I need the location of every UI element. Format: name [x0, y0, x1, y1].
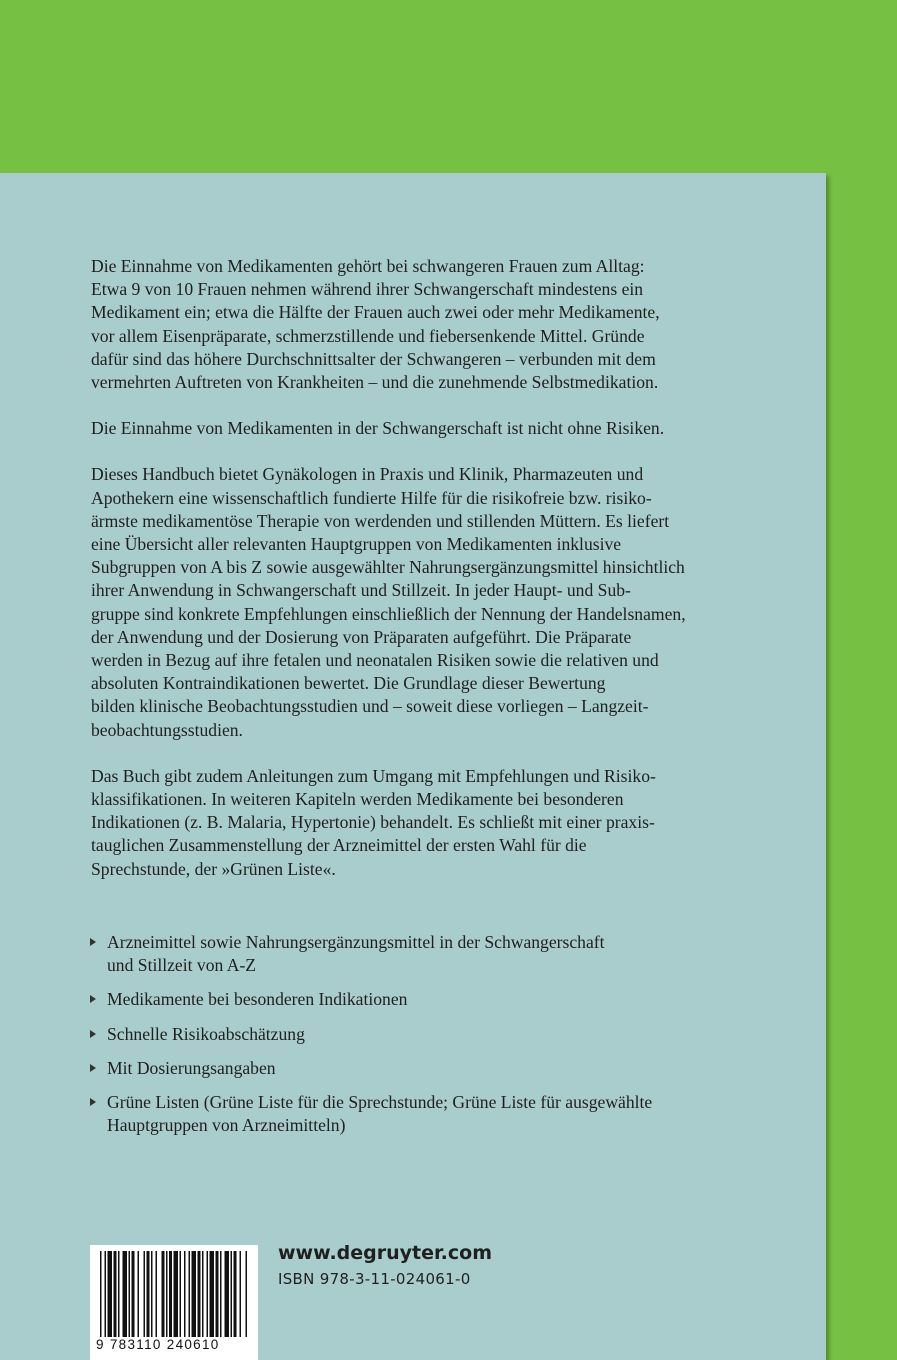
list-item: [89, 1091, 789, 1137]
text-line: dafür sind das höhere Durchschnittsalter der Schwangeren – verbunden mit dem: [91, 348, 656, 369]
barcode-bar: [162, 1251, 165, 1337]
triangle-bullet-icon: [90, 1064, 96, 1072]
barcode-bar: [118, 1251, 120, 1337]
list-item: [89, 931, 789, 977]
barcode-bar: [138, 1251, 140, 1337]
barcode-bar: [174, 1251, 179, 1337]
barcode-bar: [105, 1251, 107, 1337]
text-line: Indikationen (z. B. Malaria, Hypertonie) behandelt. Es schließt mit einer praxis-: [91, 812, 655, 833]
barcode-bar: [132, 1251, 135, 1337]
list-item-line: und Stillzeit von A-Z: [107, 955, 257, 976]
list-item: [89, 1057, 789, 1080]
barcode-bar: [234, 1251, 237, 1337]
barcode-bar: [129, 1251, 131, 1337]
text-line: gruppe sind konkrete Empfehlungen einschließlich der Nennung der Handelsnamen,: [91, 603, 686, 624]
list-item: [89, 1023, 789, 1046]
barcode-bar: [156, 1251, 158, 1337]
barcode-bar: [216, 1251, 219, 1337]
barcode-bar: [100, 1251, 102, 1337]
barcode-bar: [220, 1251, 222, 1337]
isbn-number: ISBN 978-3-11-024061-0: [278, 1270, 471, 1288]
barcode-bar: [184, 1251, 186, 1337]
list-item-line: Schnelle Risikoabschätzung: [107, 1023, 305, 1044]
text-line: tauglichen Zusammenstellung der Arzneimittel der ersten Wahl für die: [91, 835, 587, 856]
barcode-bar: [189, 1251, 191, 1337]
text-line: Das Buch gibt zudem Anleitungen zum Umgang mit Empfehlungen und Risiko-: [91, 765, 656, 786]
barcode-bar: [108, 1251, 113, 1337]
barcode-bar: [225, 1251, 230, 1337]
list-item-line: Arzneimittel sowie Nahrungsergänzungsmittel in der Schwangerschaft: [107, 932, 605, 952]
list-item-line: Grüne Listen (Grüne Liste für die Sprechstunde; Grüne Liste für ausgewählte: [107, 1092, 653, 1113]
barcode-bar: [198, 1251, 201, 1337]
triangle-bullet-icon: [90, 1098, 96, 1106]
text-line: Die Einnahme von Medikamenten gehört bei schwangeren Frauen zum Alltag:: [91, 256, 645, 276]
paragraph-intro: [91, 255, 771, 394]
barcode-bar: [210, 1251, 215, 1337]
text-line: bilden klinische Beobachtungsstudien und – soweit diese vorliegen – Langzeit-: [91, 696, 649, 717]
text-line: Medikament ein; etwa die Hälfte der Frauen auch zwei oder mehr Medikamente,: [91, 302, 660, 323]
triangle-bullet-icon: [90, 938, 96, 946]
barcode-digits: 9 783110 240610: [96, 1337, 220, 1352]
barcode-bar: [246, 1251, 248, 1337]
text-line: vor allem Eisenpräparate, schmerzstillende und fiebersenkende Mittel. Gründe: [91, 325, 645, 346]
list-item-line: Mit Dosierungsangaben: [107, 1057, 276, 1078]
list-item-line: Hauptgruppen von Arzneimitteln): [107, 1115, 346, 1136]
publisher-url: www.degruyter.com: [278, 1242, 492, 1264]
text-line: klassifikationen. In weiteren Kapiteln werden Medikamente bei besonderen: [91, 789, 624, 810]
barcode-bar: [114, 1251, 117, 1337]
list-item: [89, 988, 789, 1011]
barcode-bar: [169, 1251, 172, 1337]
isbn-barcode: [90, 1245, 258, 1360]
text-line: beobachtungsstudien.: [91, 719, 243, 740]
barcode-bar: [202, 1251, 204, 1337]
text-line: Apothekern eine wissenschaftlich fundierte Hilfe für die risikofreie bzw. risiko-: [91, 487, 652, 508]
text-line: werden in Bezug auf ihre fetalen und neonatalen Risiken sowie die relativen und: [91, 650, 659, 671]
barcode-bar: [180, 1251, 182, 1337]
text-line: absoluten Kontraindikationen bewertet. Die Grundlage dieser Bewertung: [91, 673, 606, 694]
text-line: Die Einnahme von Medikamenten in der Schwangerschaft ist nicht ohne Risiken.: [91, 418, 665, 439]
paragraph-risks: [91, 417, 771, 440]
text-line: ärmste medikamentöse Therapie von werdenden und stillenden Müttern. Es liefert: [91, 510, 670, 531]
back-cover-panel: [0, 173, 826, 1360]
text-line: Dieses Handbuch bietet Gynäkologen in Praxis und Klinik, Pharmazeuten und: [91, 464, 644, 485]
text-line: Subgruppen von A bis Z sowie ausgewählter Nahrungsergänzungsmittel hinsichtlich: [91, 557, 685, 578]
list-item-line: Medikamente bei besonderen Indikationen: [107, 989, 408, 1010]
feature-list: [89, 931, 789, 1148]
barcode-bar: [147, 1251, 150, 1337]
text-line: ihrer Anwendung in Schwangerschaft und Stillzeit. In jeder Haupt- und Sub-: [91, 580, 631, 601]
text-line: eine Übersicht aller relevanten Hauptgruppen von Medikamenten inklusive: [91, 534, 622, 555]
barcode-bar: [166, 1251, 168, 1337]
triangle-bullet-icon: [90, 995, 96, 1003]
barcode-bar: [123, 1251, 128, 1337]
paragraph-book-contents: [91, 765, 771, 881]
text-line: vermehrten Auftreten von Krankheiten – und die zunehmende Selbstmedikation.: [91, 372, 659, 393]
barcode-bar: [151, 1251, 153, 1337]
text-line: Sprechstunde, der »Grünen Liste«.: [91, 858, 336, 879]
paragraph-handbook: [91, 463, 771, 741]
barcode-bar: [240, 1251, 242, 1337]
barcode-bars: [100, 1251, 248, 1337]
text-line: der Anwendung und der Dosierung von Präparaten aufgeführt. Die Präparate: [91, 626, 632, 647]
triangle-bullet-icon: [90, 1030, 96, 1038]
blurb-text: [91, 255, 771, 904]
barcode-bar: [144, 1251, 146, 1337]
barcode-bar: [192, 1251, 197, 1337]
text-line: Etwa 9 von 10 Frauen nehmen während ihrer Schwangerschaft mindestens ein: [91, 279, 644, 300]
barcode-bar: [207, 1251, 209, 1337]
barcode-bar: [231, 1251, 233, 1337]
